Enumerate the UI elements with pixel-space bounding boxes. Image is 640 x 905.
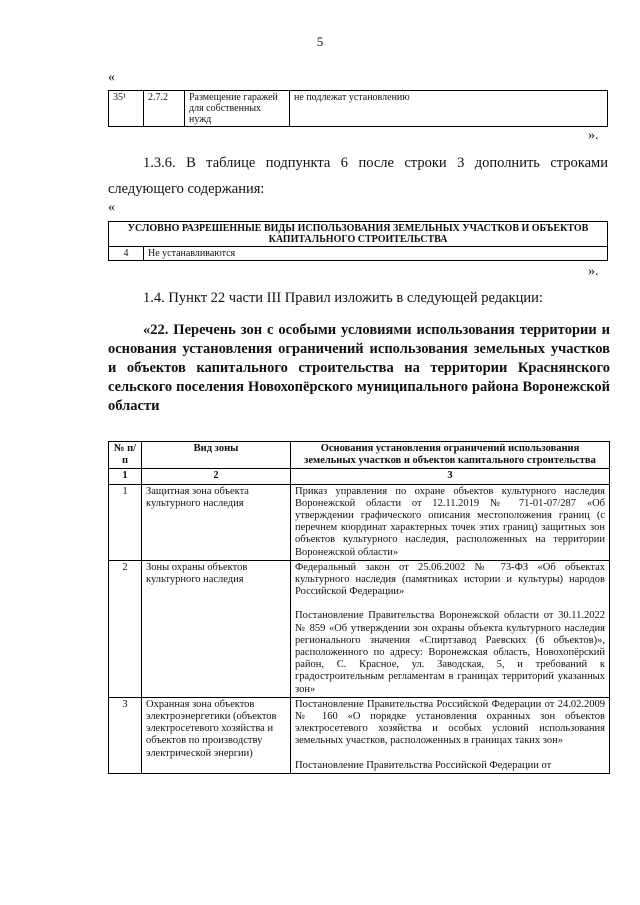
column-number-row [109,469,610,484]
use-code: 2.7.2 [144,91,185,127]
table-header-row [109,442,610,469]
header-number: № п/п [109,442,142,469]
col-number: 2 [142,469,291,484]
paragraph-1-3-6: 1.3.6. В таблице подпункта 6 после строки 3 дополнить строками следующего содержания: [108,155,608,197]
basis-text: Постановление Правительства Российской Федерации от [295,759,552,771]
table-row [109,560,610,697]
row-number: 2 [109,560,142,697]
table-row [109,697,610,773]
zone-type: Зоны охраны объектов культурного наследия [142,560,291,697]
conditional-uses-table [108,221,608,261]
zone-type: Охранная зона объектов электроэнергетики (объектов электросетевого хозяйства и объектов по производству электрической энергии) [142,697,291,773]
open-quote: « [108,200,115,215]
basis-text: Постановление Правительства Российской Федерации от 24.02.2009 № 160 «О порядке установления охранных зон объектов электросетевого хозяйства и особых условий использования земельных участков, расположенных в границах таких зон» [295,698,605,747]
row-number: 1 [109,484,142,560]
garages-table [108,90,608,127]
header-zone-type: Вид зоны [142,442,291,469]
col-number: 1 [109,469,142,484]
page-number: 5 [316,34,324,49]
zone-basis [291,560,610,697]
col-number: 3 [291,469,610,484]
table-row [109,91,608,127]
row-number: 35¹ [109,91,144,127]
zone-type: Защитная зона объекта культурного наследия [142,484,291,560]
regulation-text: не подлежат установлению [290,91,608,127]
row-text: Не устанавливаются [144,247,608,261]
basis-text: Федеральный закон от 25.06.2002 № 73-ФЗ «Об объектах культурного наследия (памятниках истории и культуры) народов Российской Федерации» [295,561,605,598]
table-header: УСЛОВНО РАЗРЕШЕННЫЕ ВИДЫ ИСПОЛЬЗОВАНИЯ ЗЕМЕЛЬНЫХ УЧАСТКОВ И ОБЪЕКТОВ КАПИТАЛЬНОГО СТРОИТЕЛЬСТВА [109,222,608,247]
row-number: 4 [109,247,144,261]
zone-basis [291,484,610,560]
close-quote: ». [588,264,599,279]
basis-text: Постановление Правительства Воронежской области от 30.11.2022 № 859 «Об утверждении зон охраны объекта культурного наследия регионального значения «Спиртзавод Раевских (6 объектов)», расположенного по адресу: Воронежская область, Новохопёрский район, С. Красное, ул. Заводская, 5, и требований к градостроительным регламентам в границах территорий указанных зон» [295,610,605,695]
section-22-heading: «22. Перечень зон с особыми условиями использования территории и основания установления ограничений использования земельных участков и объектов капитального строительства на территории Краснянского сельского поселения Новохопёрского муниципального района Воронежской области [108,322,610,414]
header-basis: Основания установления ограничений использования земельных участков и объектов капитального строительства [291,442,610,469]
basis-text: Приказ управления по охране объектов культурного наследия Воронежской области от 12.11.2019 № 71-01-07/287 «Об утверждении графического описания местоположения границ (с перечнем координат характерных точек этих границ) защитных зон объектов культурного наследия, расположенных на территории Воронежской области» [295,485,605,558]
row-number: 3 [109,697,142,773]
table-row [109,247,608,261]
table-row [109,484,610,560]
zone-basis [291,697,610,773]
use-name: Размещение гаражей для собственных нужд [185,91,290,127]
zones-table [108,441,610,774]
close-quote: ». [588,128,599,143]
paragraph-1-4: 1.4. Пункт 22 части III Правил изложить в следующей редакции: [143,290,543,306]
open-quote: « [108,70,115,85]
